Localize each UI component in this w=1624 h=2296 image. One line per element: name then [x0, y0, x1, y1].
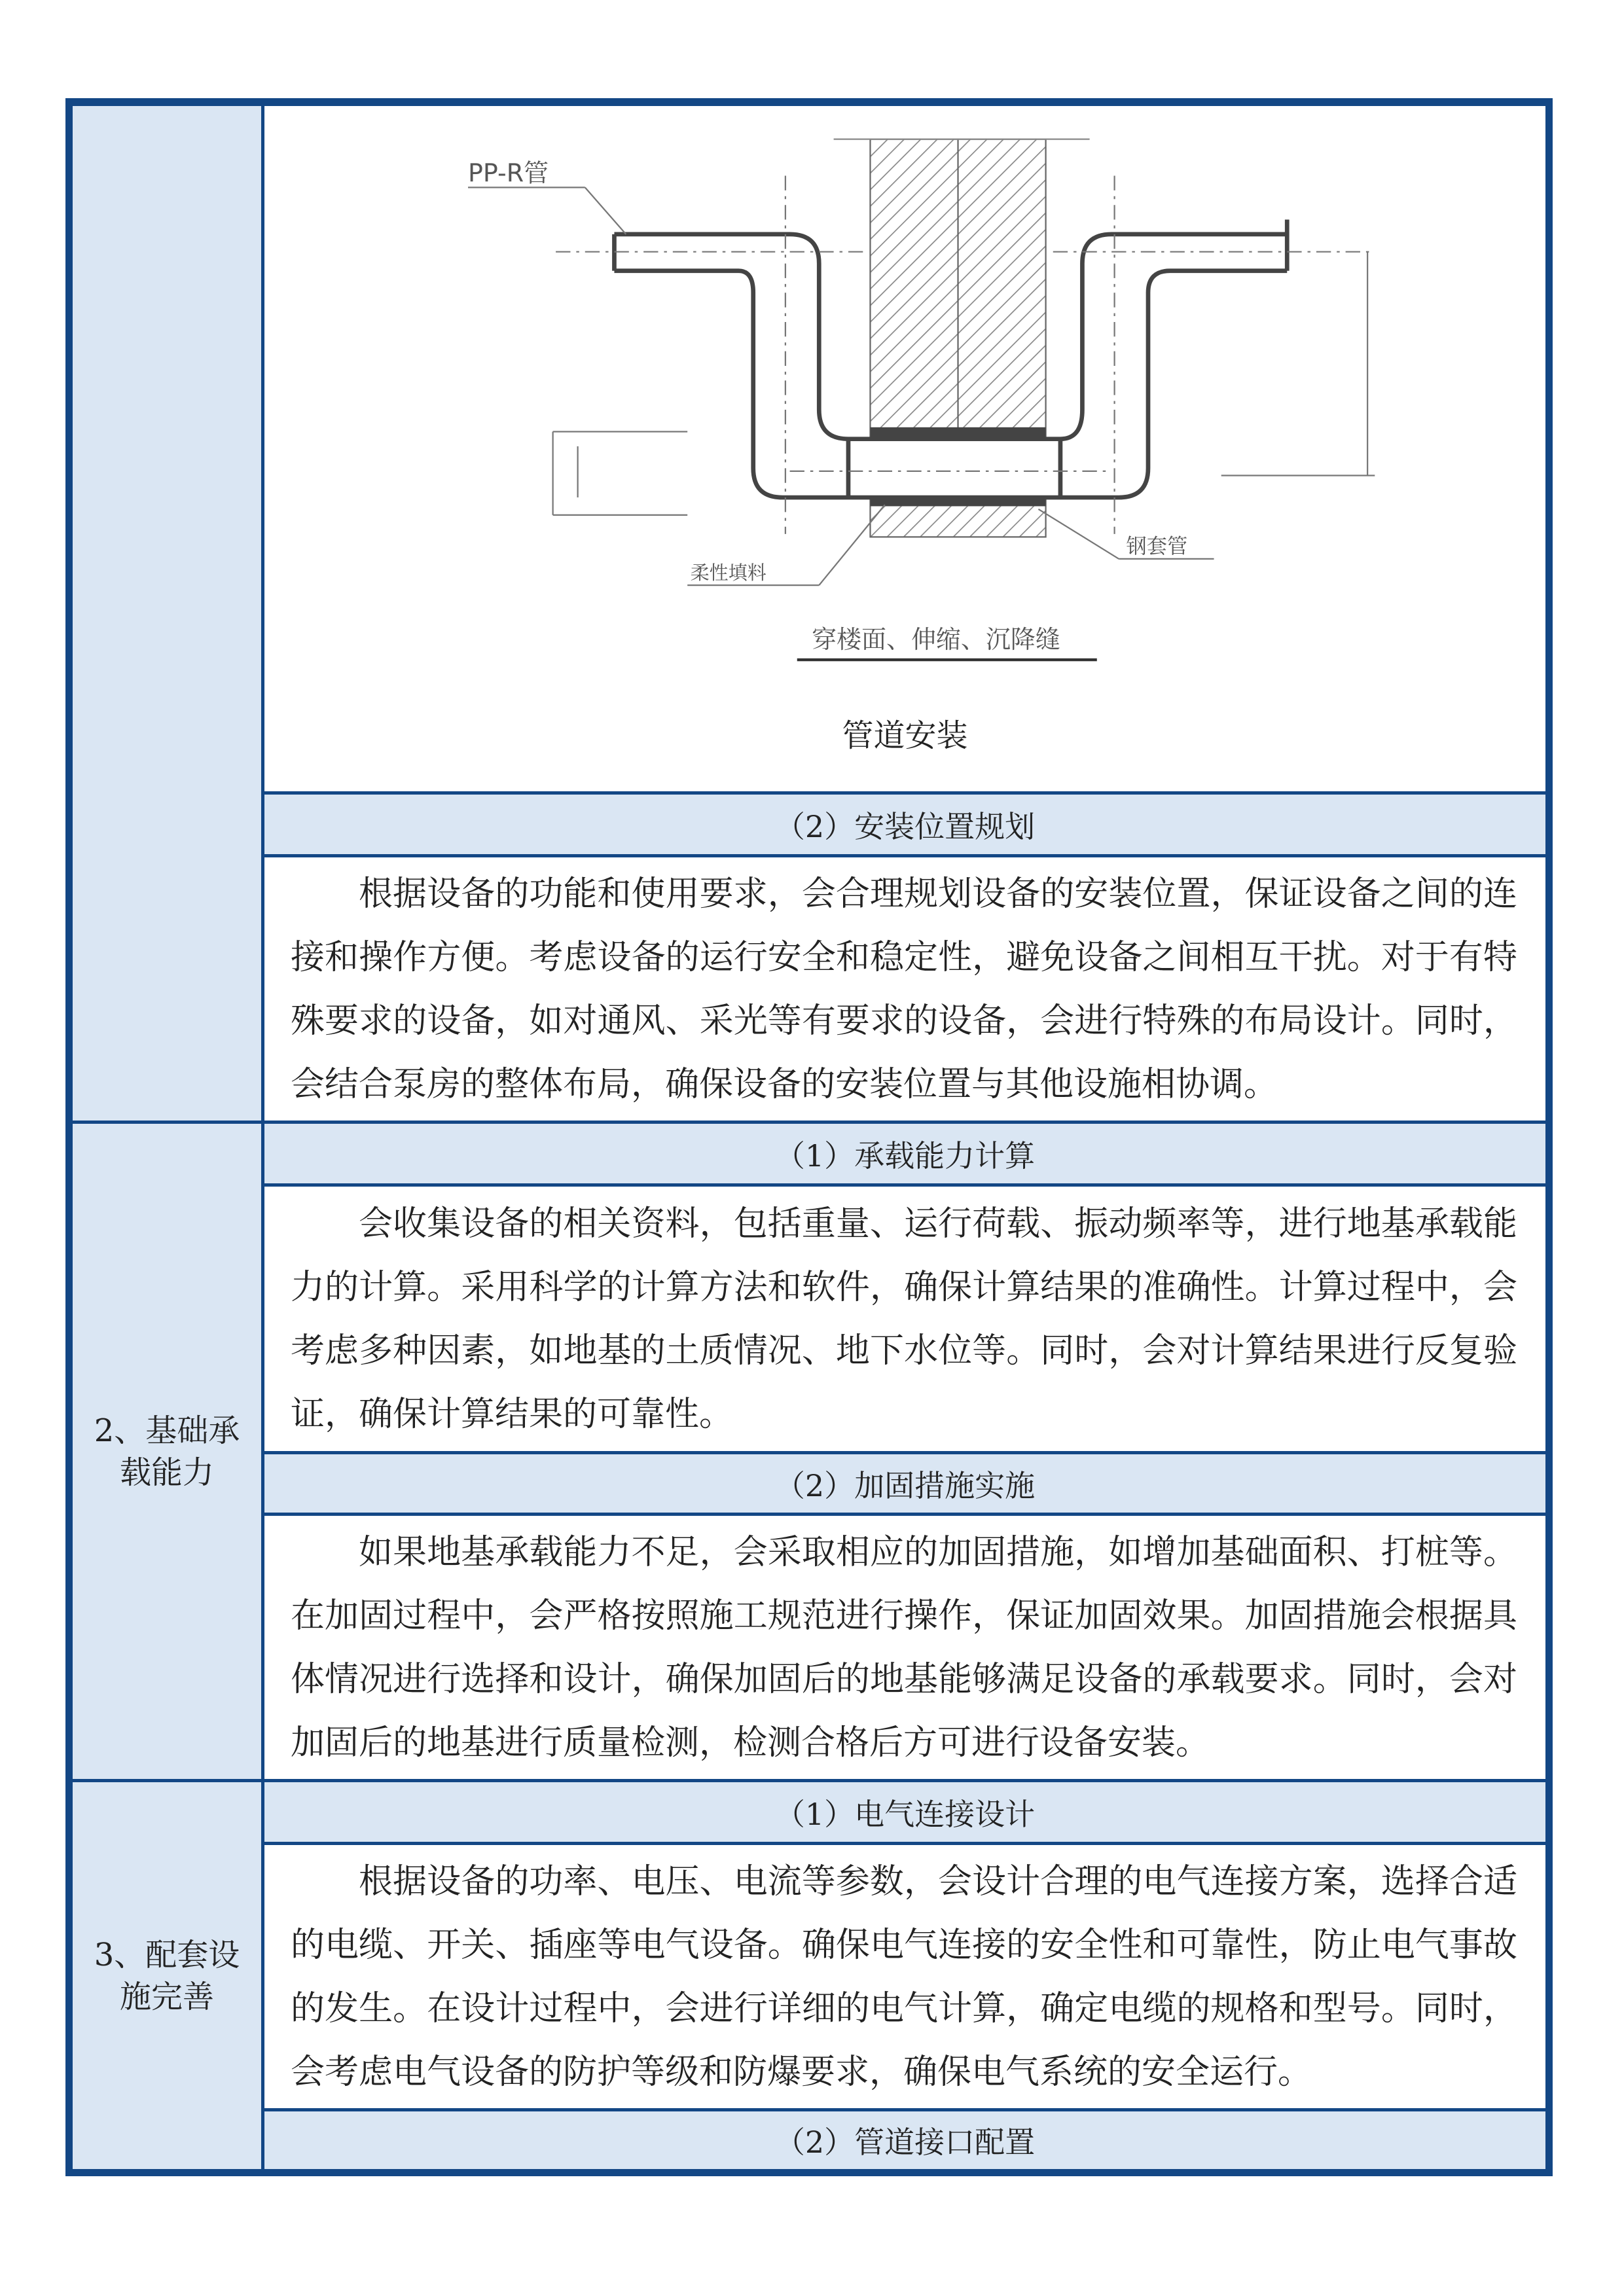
subheading-electrical: （1）电气连接设计 — [264, 1782, 1545, 1842]
subheading-reinforcement: （2）加固措施实施 — [264, 1454, 1545, 1513]
diagram-title: 穿楼面、伸缩、沉降缝 — [812, 625, 1060, 655]
subheading-pipe-interface: （2）管道接口配置 — [264, 2111, 1545, 2169]
table-border-left — [65, 98, 73, 2176]
section-label-facilities: 3、配套设施完善 — [94, 1936, 240, 2015]
sleeve-label: 钢套管 — [1126, 534, 1188, 558]
filler-label: 柔性填料 — [690, 562, 767, 584]
row-divider — [264, 1513, 1545, 1516]
pipe-label: PP-R管 — [468, 158, 549, 188]
pipe-installation-diagram — [424, 117, 1404, 702]
row-divider — [264, 854, 1545, 857]
paragraph-electrical: 根据设备的功率、电压、电流等参数，会设计合理的电气连接方案，选择合适的电缆、开关、插座等电气设备。确保电气连接的安全性和可靠性，防止电气事故的发生。在设计过程中，会进行详细的电气计算，确定电缆的规格和型号。同时，会考虑电气设备的防护等级和防爆要求，确保电气系统的安全运行。 — [291, 1862, 1517, 2092]
section-label-foundation: 2、基础承载能力 — [94, 1412, 240, 1491]
figure-caption: 管道安装 — [842, 717, 968, 754]
subheading-install-position: （2）安装位置规划 — [264, 795, 1545, 854]
paragraph-install-position: 根据设备的功能和使用要求，会合理规划设备的安装位置，保证设备之间的连接和操作方便。考虑设备的运行安全和稳定性，避免设备之间相互干扰。对于有特殊要求的设备，如对通风、采光等有要求的设备，会进行特殊的布局设计。同时，会结合泵房的整体布局，确保设备的安装位置与其他设施相协调。 — [291, 874, 1517, 1104]
paragraph-reinforcement: 如果地基承载能力不足，会采取相应的加固措施，如增加基础面积、打桩等。在加固过程中，会严格按照施工规范进行操作，保证加固效果。加固措施会根据具体情况进行选择和设计，确保加固后的地基能够满足设备的承载要求。同时，会对加固后的地基进行质量检测，检测合格后方可进行设备安装。 — [291, 1533, 1517, 1763]
table-border-top — [65, 98, 1553, 106]
subheading-load-calculation: （1）承载能力计算 — [264, 1124, 1545, 1183]
table-border-bottom — [65, 2169, 1553, 2176]
row-divider — [264, 1183, 1545, 1187]
paragraph-load-calculation: 会收集设备的相关资料，包括重量、运行荷载、振动频率等，进行地基承载能力的计算。采用科学的计算方法和软件，确保计算结果的准确性。计算过程中，会考虑多种因素，如地基的土质情况、地下水位等。同时，会对计算结果进行反复验证，确保计算结果的可靠性。 — [291, 1204, 1517, 1434]
row-divider — [264, 1842, 1545, 1845]
table-border-right — [1545, 98, 1553, 2176]
